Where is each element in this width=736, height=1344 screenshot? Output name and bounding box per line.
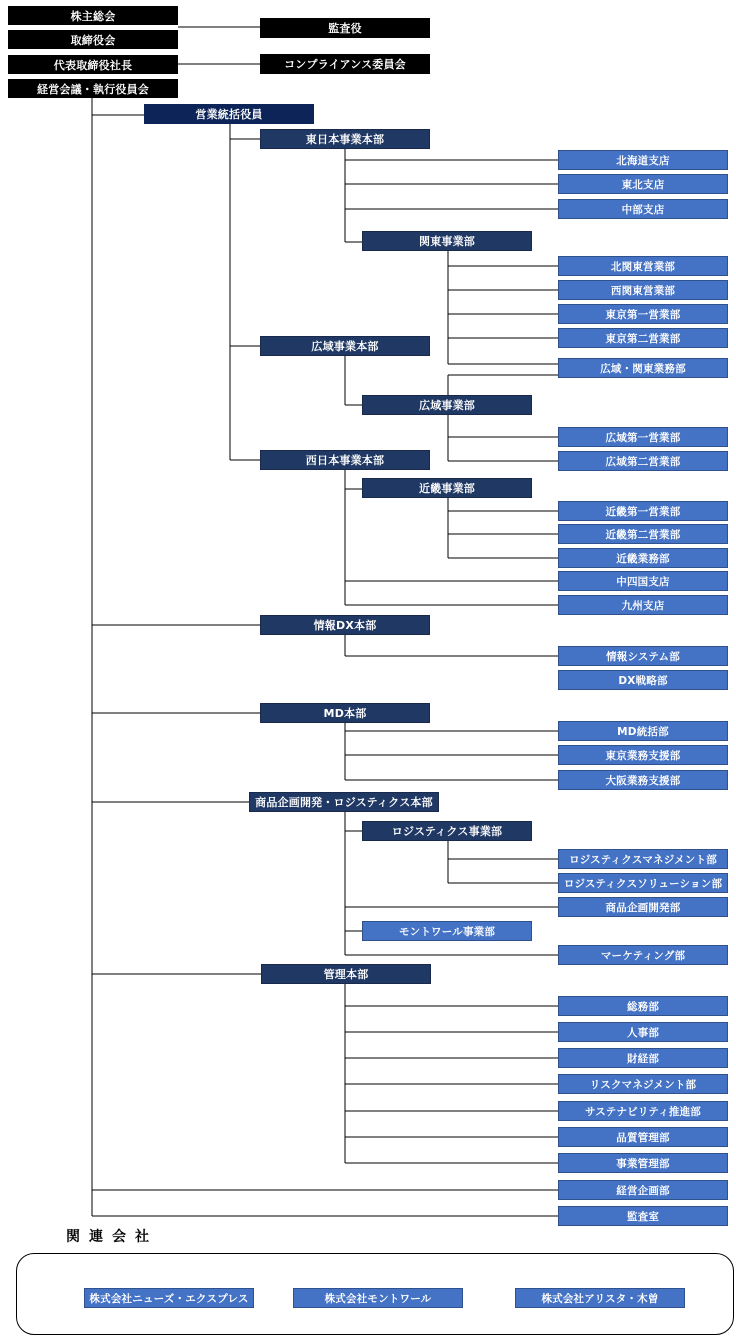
info-system-box: 情報システム部 — [558, 646, 728, 666]
board-box: 取締役会 — [8, 30, 178, 49]
wide-first-sales-box: 広域第一営業部 — [558, 427, 728, 447]
tokyo-first-sales-box: 東京第一営業部 — [558, 304, 728, 324]
hokkaido-branch-box: 北海道支店 — [558, 150, 728, 170]
dx-hq-box: 情報DX本部 — [260, 615, 430, 635]
general-affairs-box: 総務部 — [558, 996, 728, 1016]
chushikoku-branch-box: 中四国支店 — [558, 571, 728, 591]
dx-strategy-box: DX戦略部 — [558, 670, 728, 690]
affiliate-arista-kiso: 株式会社アリスタ・木曽 — [515, 1288, 685, 1308]
finance-box: 財経部 — [558, 1048, 728, 1068]
risk-management-box: リスクマネジメント部 — [558, 1074, 728, 1094]
tokyo-support-box: 東京業務支援部 — [558, 745, 728, 765]
tokyo-second-sales-box: 東京第二営業部 — [558, 328, 728, 348]
kinki-second-sales-box: 近畿第二営業部 — [558, 524, 728, 544]
corporate-planning-box: 経営企画部 — [558, 1180, 728, 1200]
montoile-division-box: モントワール事業部 — [362, 921, 532, 941]
auditor-box: 監査役 — [260, 18, 430, 38]
audit-office-box: 監査室 — [558, 1206, 728, 1226]
kanto-division-box: 関東事業部 — [362, 231, 532, 251]
compliance-committee-box: コンプライアンス委員会 — [260, 54, 430, 74]
logistics-solution-box: ロジスティクスソリューション部 — [558, 873, 728, 893]
management-meeting-box: 経営会議・執行役員会 — [8, 79, 178, 98]
wide-area-hq-box: 広域事業本部 — [260, 336, 430, 356]
kita-kanto-sales-box: 北関東営業部 — [558, 256, 728, 276]
nishi-kanto-sales-box: 西関東営業部 — [558, 280, 728, 300]
kinki-division-box: 近畿事業部 — [362, 478, 532, 498]
tohoku-branch-box: 東北支店 — [558, 174, 728, 194]
affiliates-title: 関連会社 — [66, 1229, 158, 1245]
shareholders-meeting-box: 株主総会 — [8, 6, 178, 25]
west-japan-hq-box: 西日本事業本部 — [260, 450, 430, 470]
kinki-first-sales-box: 近畿第一営業部 — [558, 501, 728, 521]
logistics-division-box: ロジスティクス事業部 — [362, 821, 532, 841]
sustainability-box: サステナビリティ推進部 — [558, 1101, 728, 1121]
wide-area-division-box: 広域事業部 — [362, 395, 532, 415]
md-hq-box: MD本部 — [260, 703, 430, 723]
affiliate-news-express: 株式会社ニューズ・エクスプレス — [84, 1288, 254, 1308]
kyushu-branch-box: 九州支店 — [558, 595, 728, 615]
marketing-box: マーケティング部 — [558, 945, 728, 965]
product-planning-box: 商品企画開発部 — [558, 897, 728, 917]
east-japan-hq-box: 東日本事業本部 — [260, 129, 430, 149]
wide-second-sales-box: 広域第二営業部 — [558, 451, 728, 471]
admin-hq-box: 管理本部 — [261, 964, 431, 984]
quality-control-box: 品質管理部 — [558, 1127, 728, 1147]
chubu-branch-box: 中部支店 — [558, 199, 728, 219]
wide-kanto-ops-box: 広域・関東業務部 — [558, 358, 728, 378]
logistics-management-box: ロジスティクスマネジメント部 — [558, 849, 728, 869]
business-management-box: 事業管理部 — [558, 1153, 728, 1173]
md-control-box: MD統括部 — [558, 721, 728, 741]
osaka-support-box: 大阪業務支援部 — [558, 770, 728, 790]
sales-officer-box: 営業統括役員 — [144, 104, 314, 124]
affiliate-montoile: 株式会社モントワール — [293, 1288, 463, 1308]
logistics-hq-box: 商品企画開発・ロジスティクス本部 — [249, 792, 439, 812]
hr-box: 人事部 — [558, 1022, 728, 1042]
kinki-ops-box: 近畿業務部 — [558, 548, 728, 568]
president-box: 代表取締役社長 — [8, 55, 178, 74]
